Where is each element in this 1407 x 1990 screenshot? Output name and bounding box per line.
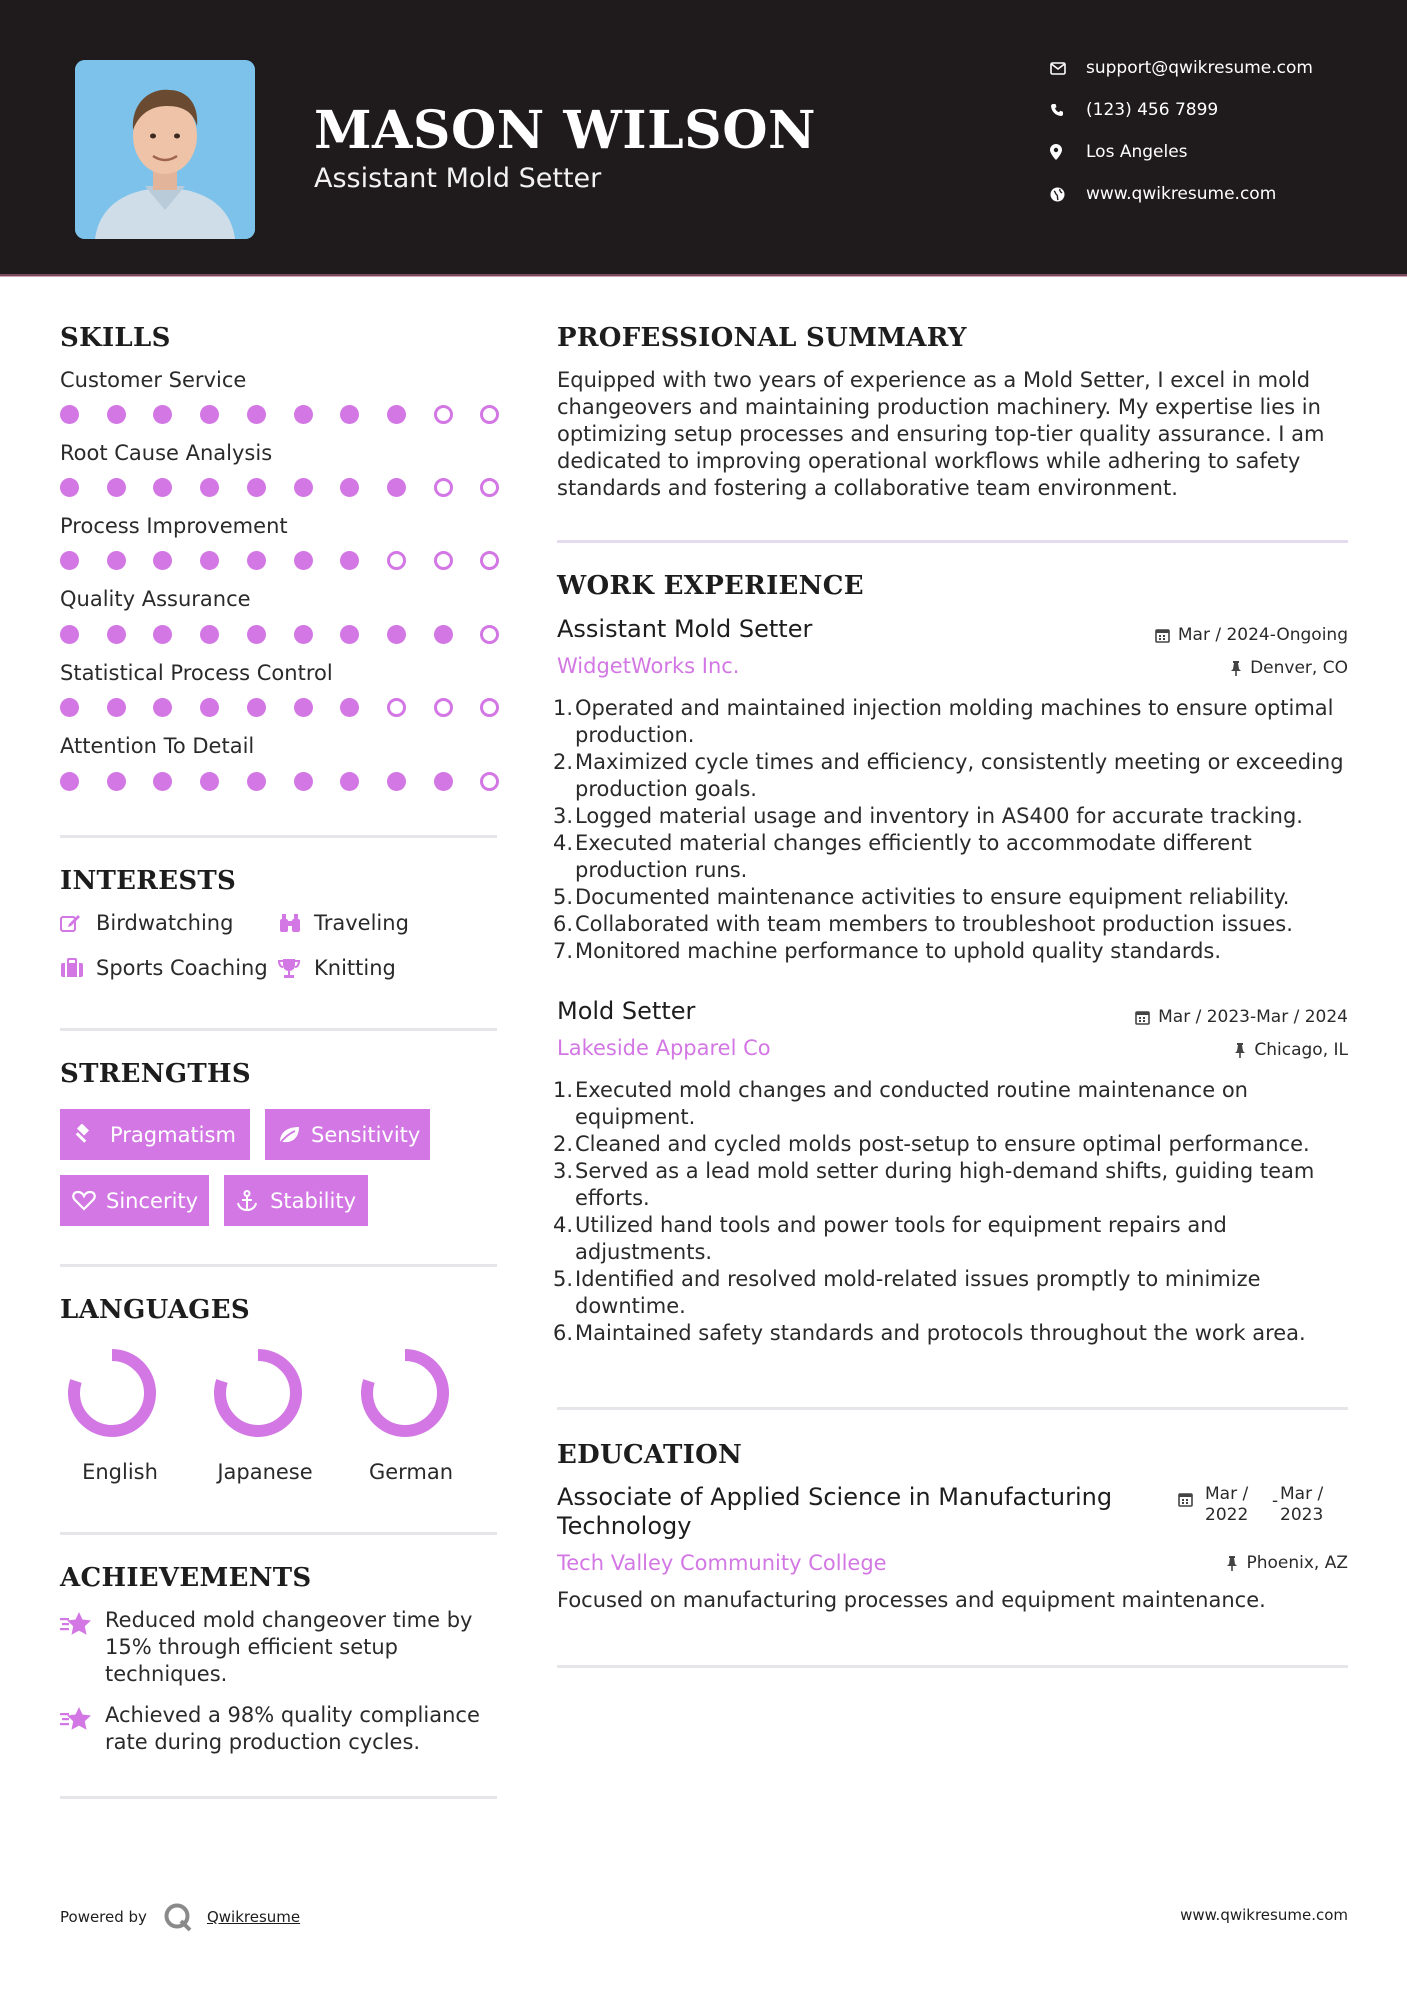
job-bullet: 3. Logged material usage and inventory in AS400 for accurate tracking.: [553, 804, 1303, 828]
envelope-icon: [1050, 62, 1086, 75]
skill-dot-filled: [200, 772, 219, 791]
pushpin-icon: [1230, 661, 1242, 676]
candidate-role: Assistant Mold Setter: [314, 163, 602, 194]
skill-dot-filled: [294, 405, 313, 424]
company-name[interactable]: Lakeside Apparel Co: [557, 1036, 771, 1060]
skill-dot-filled: [247, 478, 266, 497]
skill-dot-filled: [434, 625, 453, 644]
skill-dot-filled: [387, 625, 406, 644]
skill-dot-filled: [294, 478, 313, 497]
section-divider: [557, 1665, 1348, 1668]
job-bullet: 1. Operated and maintained injection molding machines to ensure optimal production.: [553, 696, 1334, 747]
skill-name: Customer Service: [60, 368, 247, 392]
skill-name: Statistical Process Control: [60, 661, 333, 685]
skill-dot-filled: [200, 405, 219, 424]
anchor-icon: [236, 1190, 260, 1212]
skill-dot-filled: [340, 772, 359, 791]
skill-dot-filled: [200, 551, 219, 570]
education-end-date: Mar / 2023: [1280, 1484, 1324, 1525]
skill-dot-empty: [434, 405, 453, 424]
section-divider: [60, 1028, 497, 1031]
skill-dot-filled: [60, 698, 79, 717]
skill-dot-filled: [247, 625, 266, 644]
contact-website-text: www.qwikresume.com: [1086, 184, 1277, 204]
skill-dot-filled: [340, 478, 359, 497]
binoculars-icon: [278, 913, 314, 933]
skill-dot-filled: [153, 405, 172, 424]
skill-dot-filled: [387, 478, 406, 497]
language-proficiency-ring: [213, 1348, 303, 1438]
skill-dot-empty: [434, 698, 453, 717]
skill-dot-filled: [340, 551, 359, 570]
calendar-icon: [1178, 1492, 1193, 1511]
skill-dot-filled: [434, 772, 453, 791]
job-location: Chicago, IL: [1234, 1040, 1348, 1060]
skill-name: Attention To Detail: [60, 734, 255, 758]
skill-dot-filled: [387, 405, 406, 424]
powered-by-label: Powered by: [60, 1908, 147, 1926]
school-name[interactable]: Tech Valley Community College: [557, 1551, 887, 1575]
trophy-icon: [278, 958, 314, 978]
interest-label: Birdwatching: [96, 911, 234, 935]
calendar-icon: [1135, 1010, 1150, 1025]
skill-dot-filled: [247, 405, 266, 424]
interest-label: Sports Coaching: [96, 956, 268, 980]
section-divider: [60, 835, 497, 838]
job-bullet: 6. Collaborated with team members to troubleshoot production issues.: [553, 912, 1293, 936]
skill-rating: [60, 478, 500, 498]
job-bullet: 3. Served as a lead mold setter during high-demand shifts, guiding team efforts.: [553, 1159, 1315, 1210]
skill-dot-filled: [107, 478, 126, 497]
candidate-name: MASON WILSON: [314, 100, 817, 161]
skill-name: Root Cause Analysis: [60, 441, 273, 465]
strength-tag: [224, 1175, 368, 1226]
skill-dot-filled: [340, 698, 359, 717]
skill-dot-filled: [153, 698, 172, 717]
footer-powered-by: [60, 1902, 300, 1932]
language-ring-arc: [74, 1355, 150, 1431]
strength-label: Sensitivity: [311, 1122, 421, 1147]
education-description: Focused on manufacturing processes and equipment maintenance.: [557, 1588, 1266, 1612]
skill-dot-filled: [200, 625, 219, 644]
achievements-title: ACHIEVEMENTS: [60, 1563, 312, 1593]
section-divider: [60, 1532, 497, 1535]
job-bullet: 2. Maximized cycle times and efficiency, consistently meeting or exceeding production goals.: [553, 750, 1344, 801]
skill-dot-filled: [294, 625, 313, 644]
skill-dot-filled: [107, 405, 126, 424]
strength-tag: [265, 1109, 430, 1160]
skill-dot-filled: [340, 405, 359, 424]
language-name: English: [82, 1460, 158, 1484]
contact-location-text: Los Angeles: [1086, 142, 1188, 162]
interest-label: Knitting: [314, 956, 396, 980]
heart-icon: [72, 1190, 96, 1211]
section-divider: [60, 1264, 497, 1267]
skill-rating: [60, 405, 500, 425]
skill-dot-empty: [434, 478, 453, 497]
section-divider: [557, 540, 1348, 543]
language-proficiency-ring: [360, 1348, 450, 1438]
qwikresume-logo-icon: [163, 1902, 193, 1932]
language-name: German: [368, 1460, 454, 1484]
skill-rating: [60, 625, 500, 645]
job-title: Mold Setter: [557, 997, 696, 1025]
calendar-icon: [1155, 628, 1170, 643]
skill-dot-filled: [107, 625, 126, 644]
contact-email-text: support@qwikresume.com: [1086, 58, 1313, 78]
skills-title: SKILLS: [60, 323, 171, 353]
skill-rating: [60, 772, 500, 792]
footer-website[interactable]: www.qwikresume.com: [1180, 1906, 1348, 1924]
skill-dot-filled: [107, 698, 126, 717]
skill-dot-filled: [200, 698, 219, 717]
skill-name: Quality Assurance: [60, 587, 251, 611]
job-dates: Mar / 2023-Mar / 2024: [1135, 1007, 1348, 1027]
interest-label: Traveling: [314, 911, 409, 935]
skill-dot-filled: [107, 772, 126, 791]
skill-dot-filled: [387, 772, 406, 791]
star-icon: [60, 1607, 105, 1688]
skill-dot-filled: [153, 772, 172, 791]
job-location: Denver, CO: [1230, 658, 1348, 678]
contact-phone[interactable]: [1050, 100, 1218, 120]
pushpin-icon: [1234, 1043, 1246, 1058]
skill-dot-empty: [480, 478, 499, 497]
job-bullet: 7. Monitored machine performance to uphold quality standards.: [553, 939, 1222, 963]
skill-dot-filled: [247, 551, 266, 570]
star-icon: [60, 1702, 105, 1756]
achievement-text: Achieved a 98% quality compliance rate during production cycles.: [105, 1703, 480, 1754]
skill-dot-filled: [294, 772, 313, 791]
job-dates: Mar / 2024-Ongoing: [1155, 625, 1348, 645]
skill-rating: [60, 551, 500, 571]
leaf-icon: [277, 1125, 301, 1145]
skill-dot-empty: [480, 698, 499, 717]
job-bullet: 6. Maintained safety standards and protocols throughout the work area.: [553, 1321, 1306, 1345]
skill-dot-filled: [294, 698, 313, 717]
skill-dot-filled: [340, 625, 359, 644]
job-bullet: 2. Cleaned and cycled molds post-setup to ensure optimal performance.: [553, 1132, 1310, 1156]
summary-text: Equipped with two years of experience as a Mold Setter, I excel in mold changeovers and maintaining production machinery. My expertise lies in optimizing setup processes and ensuring top-tier quality assurance. I am dedicated to improving operational workflows while adhering to safety standards and fostering a collaborative team environment.: [557, 368, 1325, 500]
skill-dot-empty: [387, 698, 406, 717]
interest-item: [278, 956, 396, 980]
skill-rating: [60, 698, 500, 718]
achievement-item: [60, 1702, 500, 1756]
education-location: Phoenix, AZ: [1226, 1553, 1348, 1573]
job-bullets: [553, 695, 1355, 965]
interests-title: INTERESTS: [60, 866, 237, 896]
skill-dot-filled: [247, 772, 266, 791]
contact-location: [1050, 142, 1188, 162]
strengths-title: STRENGTHS: [60, 1059, 251, 1089]
pencil-square-icon: [60, 913, 96, 933]
contact-email[interactable]: [1050, 58, 1313, 78]
job-bullet: 4. Utilized hand tools and power tools for equipment repairs and adjustments.: [553, 1213, 1227, 1264]
interest-item: [60, 956, 268, 980]
languages-title: LANGUAGES: [60, 1295, 250, 1325]
skill-dot-filled: [153, 625, 172, 644]
strength-label: Pragmatism: [110, 1122, 236, 1147]
skill-dot-filled: [247, 698, 266, 717]
interest-item: [60, 911, 233, 935]
interest-item: [278, 911, 409, 935]
achievement-item: [60, 1607, 500, 1688]
resume-header: [0, 0, 1407, 276]
strength-tag: [60, 1109, 250, 1160]
skill-dot-filled: [200, 478, 219, 497]
strength-label: Sincerity: [106, 1188, 199, 1213]
education-title: EDUCATION: [557, 1440, 743, 1470]
education-start-date: Mar / 2022: [1205, 1484, 1249, 1525]
skill-dot-filled: [294, 551, 313, 570]
contact-website[interactable]: [1050, 184, 1276, 204]
globe-icon: [1050, 187, 1086, 202]
suitcase-icon: [60, 958, 96, 978]
map-pin-icon: [1050, 144, 1086, 160]
section-divider: [557, 1407, 1348, 1410]
job-bullets: [553, 1077, 1355, 1347]
skill-dot-filled: [60, 772, 79, 791]
pushpin-icon: [1226, 1556, 1238, 1571]
job-bullet: 1. Executed mold changes and conducted routine maintenance on equipment.: [553, 1078, 1248, 1129]
gavel-icon: [72, 1124, 100, 1146]
skill-dot-filled: [60, 478, 79, 497]
profile-photo: [75, 60, 255, 239]
qwikresume-link[interactable]: Qwikresume: [206, 1908, 301, 1926]
header-accent-line: [0, 274, 1407, 277]
skill-dot-empty: [387, 551, 406, 570]
company-name[interactable]: WidgetWorks Inc.: [557, 654, 740, 678]
strength-tag: [60, 1175, 209, 1226]
skill-dot-filled: [153, 478, 172, 497]
skill-dot-empty: [480, 625, 499, 644]
skill-dot-empty: [434, 551, 453, 570]
skill-dot-filled: [60, 551, 79, 570]
achievement-text: Reduced mold changeover time by 15% through efficient setup techniques.: [105, 1608, 473, 1686]
language-name: Japanese: [217, 1460, 313, 1484]
language-proficiency-ring: [67, 1348, 157, 1438]
degree-title: Associate of Applied Science in Manufacturing Technology: [557, 1483, 1113, 1540]
experience-title: WORK EXPERIENCE: [557, 571, 864, 601]
job-title: Assistant Mold Setter: [557, 615, 813, 643]
strength-label: Stability: [270, 1188, 356, 1213]
skill-dot-filled: [107, 551, 126, 570]
date-separator: -: [1272, 1491, 1279, 1511]
contact-phone-text: (123) 456 7899: [1086, 100, 1219, 120]
language-ring-arc: [367, 1355, 443, 1431]
summary-title: PROFESSIONAL SUMMARY: [557, 323, 967, 353]
skill-dot-empty: [480, 551, 499, 570]
skill-dot-filled: [153, 551, 172, 570]
job-bullet: 5. Identified and resolved mold-related issues promptly to minimize downtime.: [553, 1267, 1261, 1318]
skill-dot-empty: [480, 405, 499, 424]
skill-dot-empty: [480, 772, 499, 791]
language-ring-arc: [220, 1355, 296, 1431]
job-bullet: 4. Executed material changes efficiently to accommodate different production runs.: [553, 831, 1252, 882]
section-divider: [60, 1796, 497, 1799]
phone-icon: [1050, 103, 1086, 117]
job-bullet: 5. Documented maintenance activities to ensure equipment reliability.: [553, 885, 1290, 909]
skill-dot-filled: [60, 405, 79, 424]
skill-dot-filled: [60, 625, 79, 644]
skill-name: Process Improvement: [60, 514, 288, 538]
